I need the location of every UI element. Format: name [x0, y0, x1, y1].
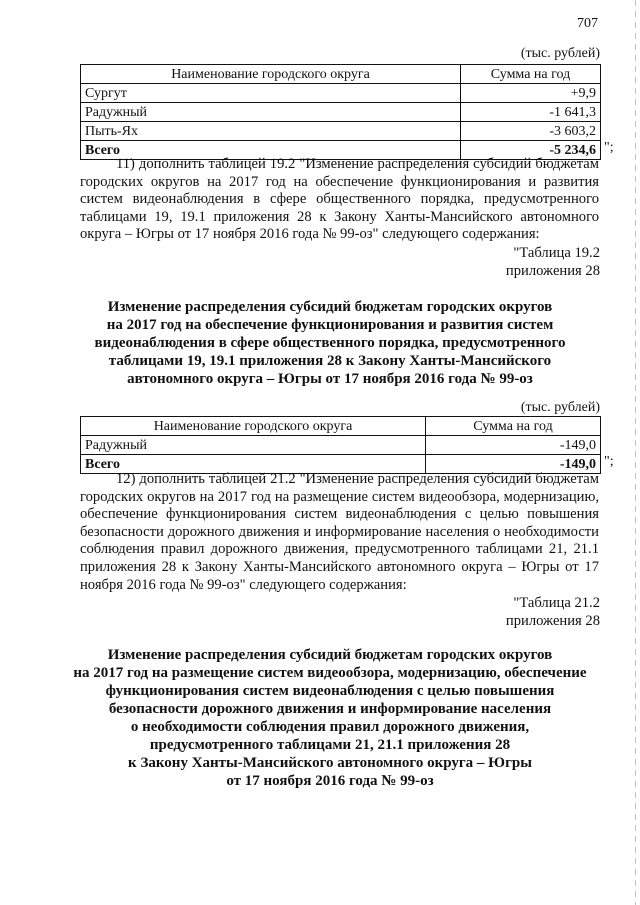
column-header-district: Наименование городского округа — [81, 417, 426, 436]
column-header-district: Наименование городского округа — [81, 65, 461, 84]
district-amount: -149,0 — [426, 436, 601, 455]
total-label: Всего — [81, 455, 426, 474]
heading-line: Изменение распределения субсидий бюджетам городских округов — [107, 647, 553, 663]
page-number: 707 — [577, 16, 598, 31]
heading-line: Изменение распределения субсидий бюджетам городских округов — [107, 299, 553, 315]
table-row — [81, 84, 601, 103]
total-amount: -5 234,6 — [461, 141, 601, 160]
column-header-amount: Сумма на год — [461, 65, 601, 84]
heading-line: от 17 ноября 2016 года № 99-оз — [226, 773, 434, 789]
units-label: (тыс. рублей) — [520, 46, 600, 61]
total-amount: -149,0 — [426, 455, 601, 474]
district-amount: -1 641,3 — [461, 103, 601, 122]
heading-line: автономного округа – Югры от 17 ноября 2016 года № 99-оз — [127, 371, 533, 387]
table-closing-quote: "; — [604, 140, 614, 155]
table-reference-line: "Таблица 19.2 — [513, 245, 600, 261]
table-header-row — [81, 417, 601, 436]
district-name: Сургут — [81, 84, 461, 103]
table-closing-quote: "; — [604, 454, 614, 469]
heading-line: безопасности дорожного движения и информирование населения — [108, 701, 552, 717]
table-header-row — [81, 65, 601, 84]
table-row — [81, 436, 601, 455]
scan-edge — [635, 0, 636, 905]
heading-line: к Закону Ханты-Мансийского автономного округа – Югры — [128, 755, 532, 771]
table-reference-line: приложения 28 — [505, 613, 600, 629]
column-header-amount: Сумма на год — [426, 417, 601, 436]
heading-line: таблицами 19, 19.1 приложения 28 к Закону Ханты-Мансийского — [108, 353, 552, 369]
district-name: Радужный — [81, 436, 426, 455]
table-row — [81, 122, 601, 141]
heading-line: на 2017 год на обеспечение функционирования и развития систем — [106, 317, 554, 333]
table-reference-line: "Таблица 21.2 — [513, 595, 600, 611]
paragraph-item-11: 11) дополнить таблицей 19.2 "Изменение распределения субсидий бюджетам городских округов на 2017 год на обеспечение функционирования и развития систем видеонаблюдения в сфере общественного порядка, предусмотренного таблицами 19, 19.1 приложения 28 к Закону Ханты-Мансийского автономного округа – Югры от 17 ноября 2016 года № 99-оз" следующего содержания: — [80, 156, 599, 243]
paragraph-item-12: 12) дополнить таблицей 21.2 "Изменение распределения субсидий бюджетам городских округов на 2017 год на размещение систем видеообзора, модернизацию, обеспечение функционирования систем видеонаблюдения с целью повышения безопасности дорожного движения и информирование населения о необходимости соблюдения правил дорожного движения, предусмотренного таблицами 21, 21.1 приложения 28 к Закону Ханты-Мансийского автономного округа – Югры от 17 ноября 2016 года № 99-оз" следующего содержания: — [80, 471, 599, 593]
total-label: Всего — [81, 141, 461, 160]
heading-line: видеонаблюдения в сфере общественного порядка, предусмотренного — [94, 335, 566, 351]
table-reference-line: приложения 28 — [505, 263, 600, 279]
table-subsidies-19-1 — [80, 64, 601, 160]
district-amount: +9,9 — [461, 84, 601, 103]
heading-line: на 2017 год на размещение систем видеообзора, модернизацию, обеспечение — [73, 665, 587, 681]
district-amount: -3 603,2 — [461, 122, 601, 141]
units-label: (тыс. рублей) — [520, 400, 600, 415]
table-subsidies-19-2 — [80, 416, 601, 474]
district-name: Радужный — [81, 103, 461, 122]
table-reference — [506, 244, 600, 280]
heading-line: предусмотренного таблицами 21, 21.1 приложения 28 — [149, 737, 511, 753]
table-row — [81, 103, 601, 122]
heading-line: функционирования систем видеонаблюдения с целью повышения — [105, 683, 555, 699]
heading-line: о необходимости соблюдения правил дорожного движения, — [130, 719, 530, 735]
district-name: Пыть-Ях — [81, 122, 461, 141]
table-reference — [506, 594, 600, 630]
table-heading-21-2 — [60, 646, 600, 790]
table-heading-19-2 — [60, 298, 600, 388]
